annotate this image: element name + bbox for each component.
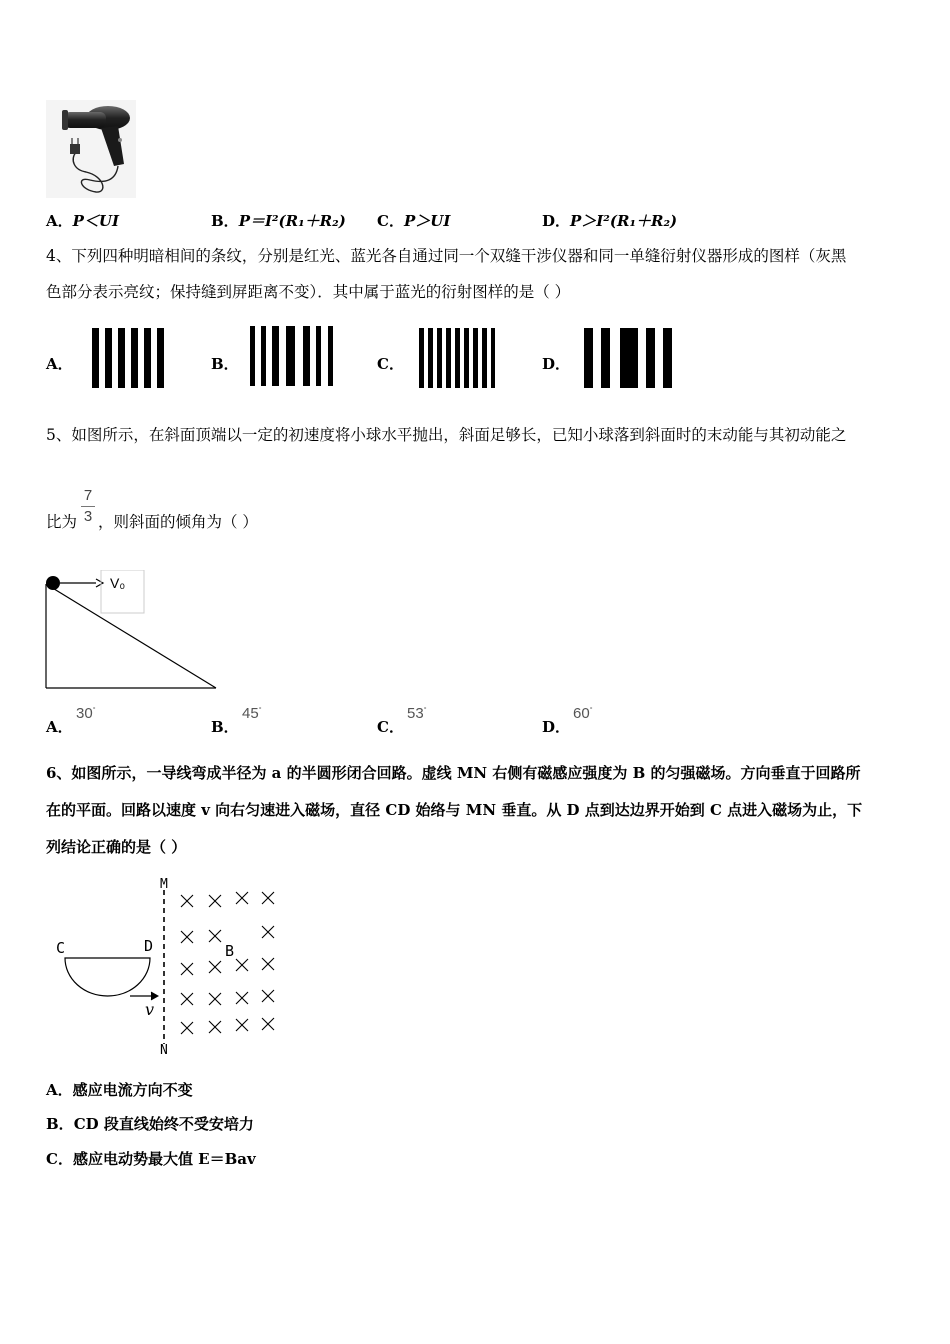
q5-ratio-prefix: 比为 [46, 513, 78, 531]
q5-fraction-denominator: 3 [83, 508, 93, 525]
q5-option-c-label[interactable]: C． [377, 718, 404, 736]
q6-question-line1: 6、如图所示，一导线弯成半径为 a 的半圆形闭合回路。虚线 MN 右侧有磁感应强度为 B 的匀强磁场。方向垂直于回路所 [46, 764, 861, 782]
q5-option-c-value: 53° [407, 705, 427, 722]
q3-option-c[interactable]: C．P＞UI [377, 212, 451, 230]
q3-option-d[interactable]: D．P＞I²(R₁＋R₂) [542, 212, 678, 230]
label-d: D [144, 937, 154, 955]
q5-option-a-label[interactable]: A． [46, 718, 73, 736]
q3-option-b[interactable]: B．P＝I²(R₁＋R₂) [211, 212, 346, 230]
q5-option-b-value: 45° [242, 705, 262, 722]
label-c: C [56, 939, 66, 957]
q4-option-c-label[interactable]: C． [377, 355, 404, 373]
q5-option-d-value: 60° [573, 705, 593, 722]
hair-dryer-image [46, 100, 136, 198]
q5-fraction [80, 487, 96, 525]
q6-question-line2: 在的平面。回路以速度 v 向右匀速进入磁场，直径 CD 始络与 MN 垂直。从 D 点到达边界开始到 C 点进入磁场为止，下 [46, 801, 863, 819]
q3-option-a[interactable]: A．P＜UI [46, 212, 120, 230]
q5-option-a-value: 30° [76, 705, 96, 722]
q4-option-a-label[interactable]: A． [46, 355, 73, 373]
q5-option-b-label[interactable]: B． [211, 718, 239, 736]
incline-slope [46, 584, 216, 688]
q6-magnetic-field-diagram [50, 876, 290, 1062]
q6-option-a[interactable]: A．感应电流方向不变 [46, 1081, 193, 1099]
magnetic-field-crosses [181, 892, 274, 1034]
q6-option-c[interactable]: C．感应电动势最大值 E＝Bav [46, 1150, 256, 1168]
q6-question-line3: 列结论正确的是（ ） [46, 838, 187, 856]
q4-option-d-label[interactable]: D． [542, 355, 571, 373]
q4-option-b-label[interactable]: B． [211, 355, 239, 373]
velocity-arrow-head [96, 579, 103, 587]
q5-fraction-bar [81, 506, 95, 507]
q5-question-line1: 5、如图所示，在斜面顶端以一定的初速度将小球水平抛出，斜面足够长，已知小球落到斜面时的末动能与其初动能之 [46, 426, 847, 444]
q5-ratio-suffix: ，则斜面的倾角为（ ） [98, 513, 258, 531]
q4-question-line1: 4、下列四种明暗相间的条纹，分别是红光、蓝光各自通过同一个双缝干涉仪器和同一单缝衍射仪器形成的图样（灰黑 [46, 247, 847, 265]
q4-question-line2: 色部分表示亮纹；保持缝到屏距离不变）．其中属于蓝光的衍射图样的是（ ） [46, 283, 571, 301]
label-m: M [160, 877, 168, 892]
q4-pattern-a [90, 328, 172, 388]
v0-label: V₀ [110, 575, 126, 591]
label-b: B [225, 942, 235, 960]
q5-incline-diagram [40, 570, 226, 694]
q5-fraction-numerator: 7 [83, 487, 93, 504]
q4-pattern-c [417, 328, 497, 388]
ball [46, 576, 60, 590]
q6-option-b[interactable]: B．CD 段直线始终不受安培力 [46, 1115, 254, 1133]
q5-option-d-label[interactable]: D． [542, 718, 571, 736]
q4-pattern-b [248, 326, 338, 386]
q4-pattern-d [582, 328, 678, 388]
velocity-arrow-head [151, 992, 158, 1000]
label-n: N [160, 1043, 168, 1058]
semicircle-loop [65, 958, 150, 996]
label-v: v [145, 1000, 155, 1019]
